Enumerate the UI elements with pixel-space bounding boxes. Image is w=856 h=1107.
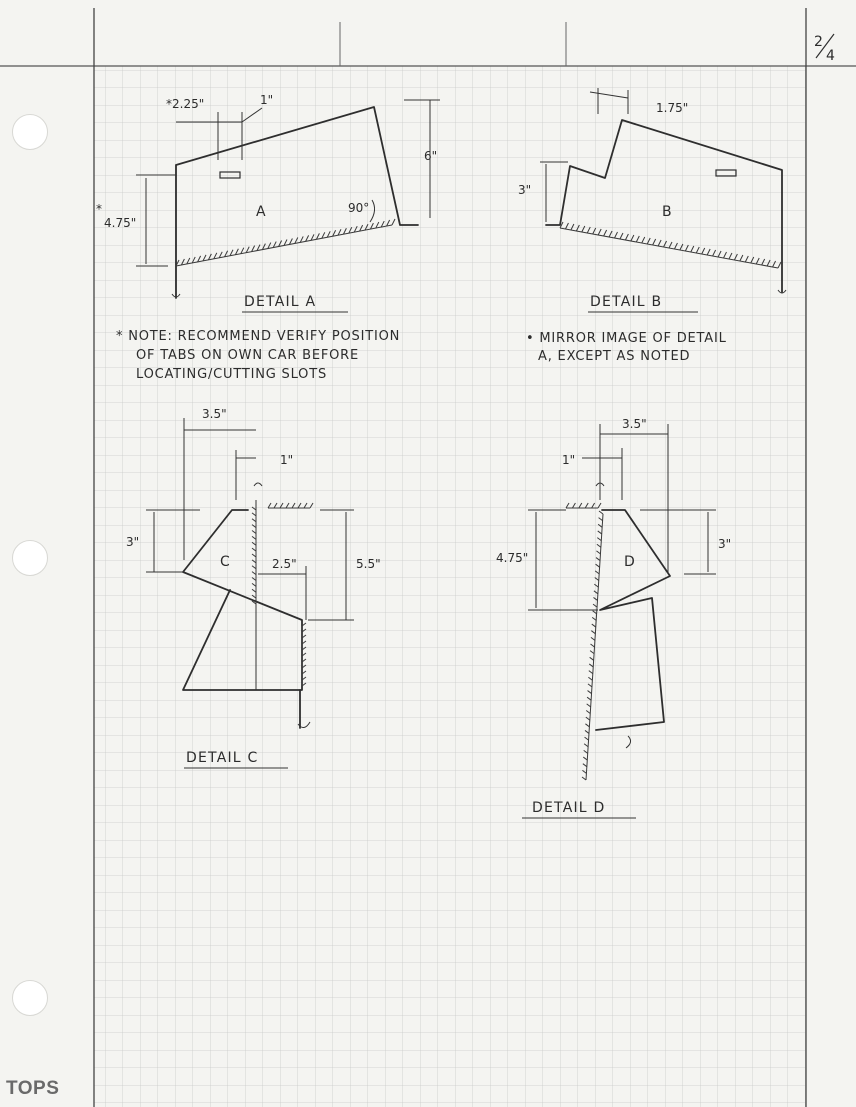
detail-c-dim-inner: 2.5" — [272, 557, 297, 571]
detail-a-note-line-3: LOCATING/CUTTING SLOTS — [136, 367, 327, 382]
detail-c-dim-left: 3" — [126, 535, 140, 549]
detail-d-part-letter: D — [624, 554, 636, 570]
detail-c-label: DETAIL C — [186, 750, 259, 766]
detail-a-note-line-1: * NOTE: RECOMMEND VERIFY POSITION — [116, 329, 401, 344]
detail-d-dim-offset: 1" — [562, 453, 576, 467]
detail-d-dim-left: 4.75" — [496, 551, 529, 565]
brand-logo: TOPS — [6, 1078, 60, 1099]
detail-d-label: DETAIL D — [532, 800, 606, 816]
page-number-bottom: 4 — [826, 48, 837, 64]
detail-b-dim-left: 3" — [518, 183, 532, 197]
detail-c-part-letter: C — [220, 554, 231, 570]
detail-b-note-line-1: • MIRROR IMAGE OF DETAIL — [526, 331, 727, 346]
detail-a-dim-height-left: 4.75" — [104, 216, 137, 230]
detail-a-label: DETAIL A — [244, 294, 317, 310]
binder-hole — [12, 540, 48, 576]
detail-a-dim-offset: *2.25" — [166, 97, 205, 111]
detail-a-dim-height-right: 6" — [424, 149, 438, 163]
detail-b-note-line-2: A, EXCEPT AS NOTED — [538, 349, 691, 364]
detail-a-note-line-2: OF TABS ON OWN CAR BEFORE — [136, 348, 359, 363]
detail-c-dim-offset: 1" — [280, 453, 294, 467]
detail-a-part-letter: A — [256, 204, 267, 220]
detail-c-dim-width: 3.5" — [202, 407, 227, 421]
detail-c-dim-right: 5.5" — [356, 557, 381, 571]
detail-d-dim-right: 3" — [718, 537, 732, 551]
detail-d-dim-width: 3.5" — [622, 417, 647, 431]
binder-hole — [12, 980, 48, 1016]
detail-a-dim-slot: 1" — [260, 93, 274, 107]
detail-a-angle: 90° — [348, 201, 370, 215]
detail-b-part-letter: B — [662, 204, 673, 220]
detail-a-dim-height-left-mark: * — [96, 202, 102, 216]
detail-b-dim-top: 1.75" — [656, 101, 689, 115]
detail-b-label: DETAIL B — [590, 294, 663, 310]
binder-hole — [12, 114, 48, 150]
grid-area — [94, 66, 806, 1107]
page-number-top: 2 — [814, 34, 825, 50]
